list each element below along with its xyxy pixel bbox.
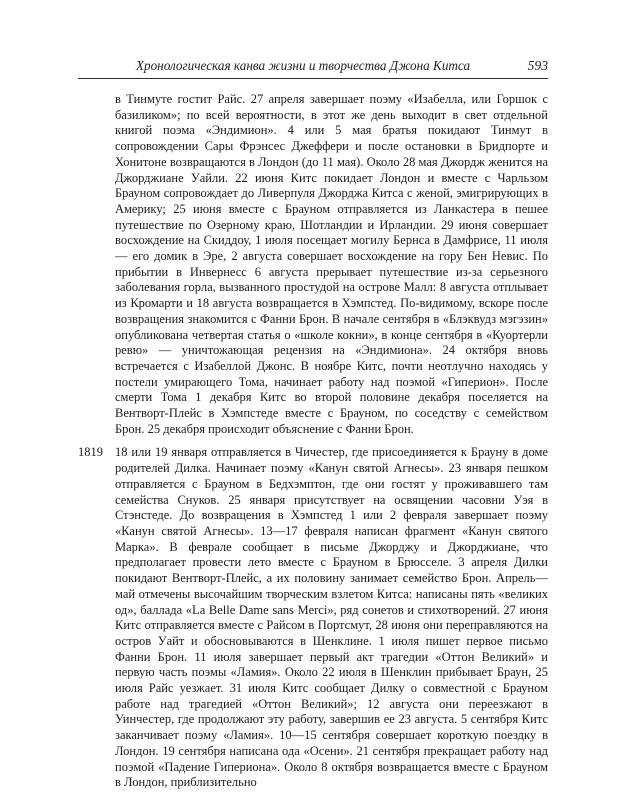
page-number: 593 (527, 58, 548, 73)
chronology-entry-1819 (78, 445, 548, 790)
entry-text-1819: 18 или 19 января отправляется в Чичестер, где присоединяется к Брауну в доме родителей Дилка. Начинает поэму «Канун святой Агнесы». 23 января пешком отправляется с Брауном в Бедхэмптон, где они гостят у проживавшего там семейства Снуков. 25 января присутствует на освящении часовни Уэя в Стэнстеде. До возвращения в Хэмпстед 1 или 2 февраля завершает поэму «Канун святой Агнесы». 13—17 февраля написан фрагмент «Канун святого Марка». В феврале сообщает в письме Джорджу и Джорджиане, что предполагает провести лето вместе с Брауном в Брюсселе. 3 апреля Дилки покидают Вентворт-Плейс, а их половину занимает семейство Брон. Апрель—май отмечены высочайшим творческим взлетом Китса: написаны пять «великих од», баллада «La Belle Dame sans Merci», ряд сонетов и стихотворений. 27 июня Китс отправляется вместе с Райсом в Портсмут, 28 июня они переправляются на остров Уайт и обосновываются в Шенклине. 1 июля пишет первое письмо Фанни Брон. 11 июля завершает первый акт трагедии «Оттон Великий» и первую часть поэмы «Ламия». Около 22 июля в Шенклин прибывает Браун, 25 июля Райс уезжает. 31 июля Китс сообщает Дилку о совместной с Брауном работе над трагедией «Оттон Великий»; 12 августа они переезжают в Уинчестер, где продолжают эту работу, завершив ее 23 августа. 5 сентября Китс заканчивает поэму «Ламия». 10—15 сентября совершает короткую поездку в Лондон. 19 сентября написана ода «Осени». 21 сентября прекращает работу над поэмой «Падение Гипериона». Около 8 октября возвращается вместе с Брауном в Лондон, приблизительно (115, 445, 548, 790)
chronology-entries (78, 92, 548, 791)
chronology-entry-continuation (78, 92, 548, 437)
year-label-1819: 1819 (78, 445, 103, 460)
running-head-title: Хронологическая канва жизни и творчества Джона Китса (135, 58, 471, 73)
entry-text-1818: в Тинмуте гостит Райс. 27 апреля завершает поэму «Изабелла, или Горшок с базиликом»; по всей вероятности, в этот же день выходит в свет отдельной книгой поэма «Эндимион». 4 или 5 мая братья покидают Тинмут в сопровождении Сары Фрэнсес Джеффери и после остановки в Бридпорте и Хонитоне возвращаются в Лондон (до 11 мая). Около 28 мая Джордж женится на Джорджиане Уайли. 22 июня Китс покидает Лондон и вместе с Чарльзом Брауном сопровождает до Ливерпуля Джорджа Китса с женой, эмигрирующих в Америку; 25 июня вместе с Брауном отправляется из Ланкастера в пешее путешествие по Озерному краю, Шотландии и Ирландии. 29 июня совершает восхождение на Скиддоу, 1 июля посещает могилу Бернса в Дамфрисе, 11 июля — его домик в Эре, 2 августа совершает восхождение на гору Бен Невис. По прибытии в Инвернесс 6 августа прерывает путешествие из-за серьезного заболевания горла, вызванного простудой на острове Малл: 8 августа отплывает из Кромарти и 18 августа возвращается в Хэмпстед. По-видимому, вскоре после возвращения знакомится с Фанни Брон. В начале сентября в «Блэквудз мэгэзин» опубликована четвертая статья о «школе кокни», в конце сентября в «Куортерли ревю» — уничтожающая рецензия на «Эндимиона». 24 октября вновь встречается с Изабеллой Джонс. В ноябре Китс, почти неотлучно находясь у постели умирающего Тома, начинает работу над поэмой «Гиперион». После смерти Тома 1 декабря Китс во второй половине декабря поселяется на Вентворт-Плейс в Хэмпстеде вместе с Брауном, по соседству с семейством Брон. 25 декабря происходит объяснение с Фанни Брон. (115, 92, 548, 436)
running-head (78, 57, 548, 74)
header-rule (78, 78, 548, 79)
